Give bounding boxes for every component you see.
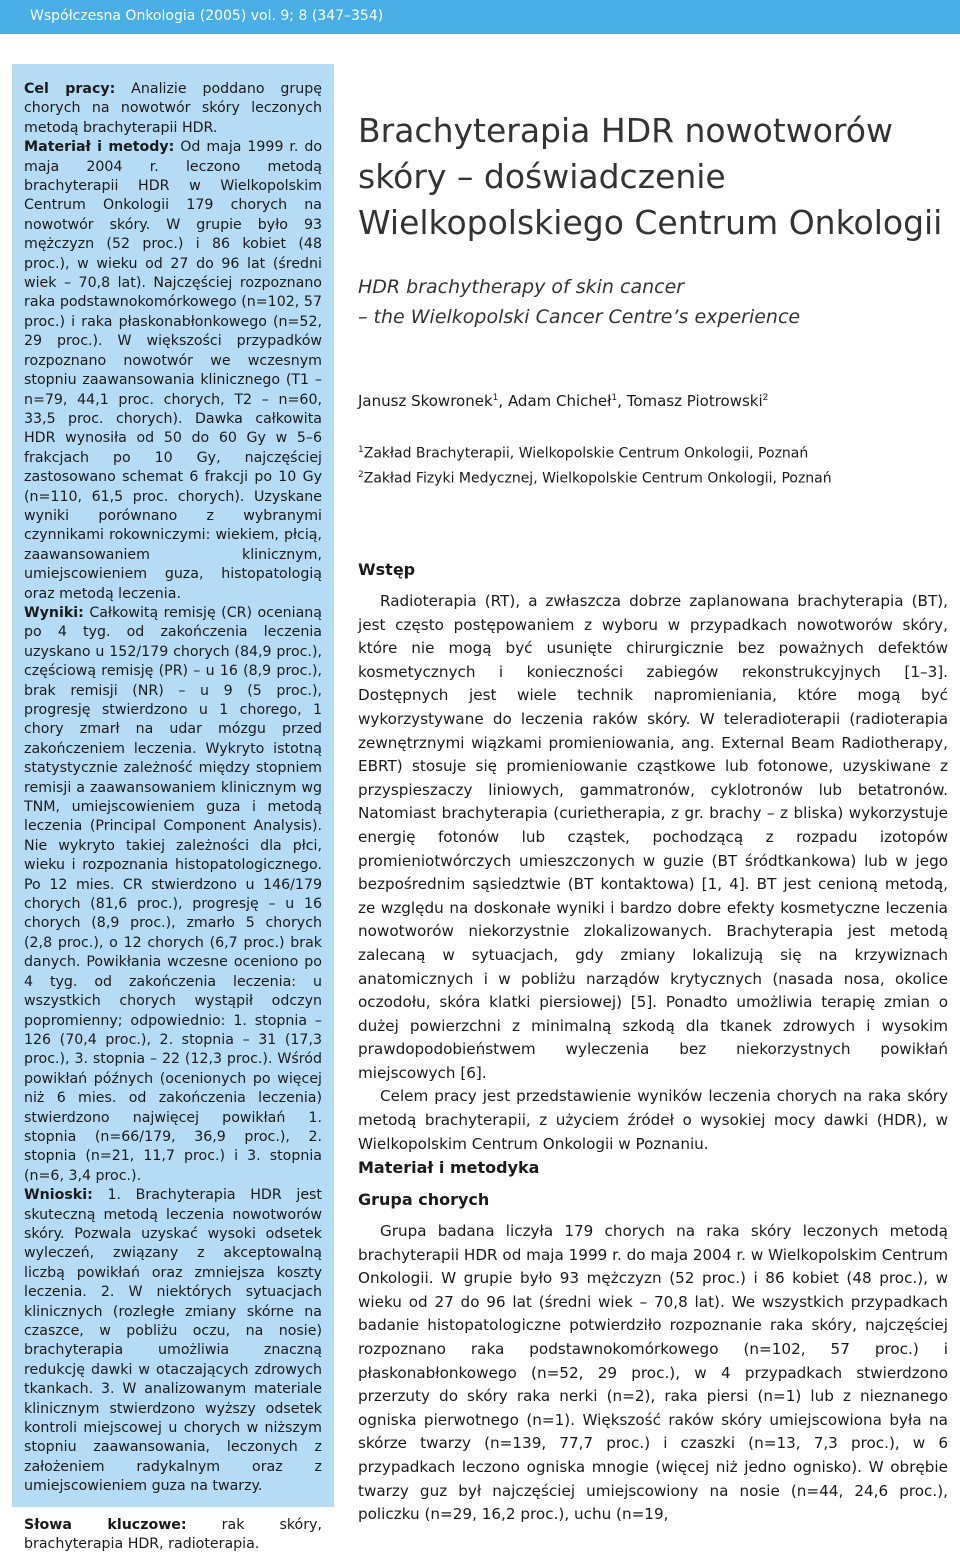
- author-name: Tomasz Piotrowski: [626, 392, 763, 410]
- journal-citation: Współczesna Onkologia (2005) vol. 9; 8 (347–354): [30, 8, 384, 24]
- article-subtitle: [358, 272, 948, 332]
- abstract-methods-label: Materiał i metody:: [24, 139, 175, 156]
- author-list: Janusz Skowronek$^1$, Adam Chicheł$^1$, Tomasz Piotrowski$^2$: [358, 392, 769, 410]
- abstract-methods: Materiał i metody: Od maja 1999 r. do maja 2004 r. leczono metodą brachyterapii HDR w Wielkopolskim Centrum Onkologii 179 chorych na nowotwór skóry. W grupie było 93 mężczyzn (52 proc.) i 86 kobiet (48 proc.), w wieku od 27 do 96 lat (średni wiek – 70,8 lat). Najczęściej rozpoznano raka podstawnokomórkowego (n=102, 57 proc.) i raka płaskonabłonkowego (n=52, 29 proc.). W większości przypadków rozpoznano nowotwór we wczesnym stopniu zaawansowania klinicznego (T1 – n=79, 44,1 proc. chorych, T2 – n=60, 33,5 proc. chorych). Dawka całkowita HDR wynosiła od 50 do 60 Gy w 5–6 frakcjach po 10 Gy, najczęściej zastosowano schemat 6 frakcji po 10 Gy (n=110, 61,5 proc. chorych). Uzyskane wyniki porównano z wybranymi czynnikami rokowniczymi: wiekiem, płcią, zaawansowaniem klinicznym, umiejscowieniem guza, histopatologią oraz metodą leczenia.: [24, 139, 322, 602]
- abstract-results: Wyniki: Całkowitą remisję (CR) ocenianą po 4 tyg. od zakończenia leczenia uzyskano u 152/179 chorych (84,9 proc.), częściową remisję (PR) – u 16 (8,9 proc.), brak remisji (NR) – u 9 (5 proc.), progresję stwierdzono u 1 chorego, 1 chory zmarł na udar mózgu przed zakończeniem leczenia. Wykryto istotną statystycznie zależność między stopniem remisji a zaawansowaniem klinicznym wg TNM, umiejscowieniem guza i metodą leczenia (Principal Component Analysis). Nie wykryto takiej zależności dla płci, wieku i rozpoznania histopatologicznego. Po 12 mies. CR stwierdzono u 146/179 chorych (81,6 proc.), progresję – u 16 chorych (8,9 proc.), zmarło 5 chorych (2,8 proc.), o 12 chorych (6,7 proc.) brak danych. Powikłania wczesne oceniono po 4 tyg. od zakończenia leczenia: u wszystkich chorych wystąpił odczyn popromienny; odpowiednio: 1. stopnia – 126 (70,4 proc.), 2. stopnia – 31 (17,3 proc.), 3. stopnia – 22 (12,3 proc.). Wśród powikłań późnych (ocenionych po więcej niż 6 mies. od zakończenia leczenia) stwierdzono najwięcej powikłań 1. stopnia (n=66/179, 36,9 proc.), 2. stopnia (n=21, 11,7 proc.) i 3. stopnia (n=6, 3,4 proc.).: [24, 604, 322, 1184]
- abstract-text: [24, 80, 322, 1553]
- author-name: Janusz Skowronek: [358, 392, 493, 410]
- subsection-heading-group: Grupa chorych: [358, 1190, 490, 1209]
- abstract-conclusions-label: Wnioski:: [24, 1187, 93, 1204]
- intro-paragraph-1: Radioterapia (RT), a zwłaszcza dobrze zaplanowana brachyterapia (BT), jest często postępowaniem z wyboru w przypadkach nowotworów skóry, które nie mogą być usunięte chirurgicznie bez poważnych defektów kosmetycznych i konieczności zabiegów rekonstrukcyjnych [1–3]. Dostępnych jest wiele technik napromieniania, które mogą być wykorzystywane do leczenia raków skóry. W teleradioterapii (radioterapia zewnętrznymi wiązkami promieniowania, ang. External Beam Radiotherapy, EBRT) stosuje się promieniowanie cząstkowe lub fotonowe, uzyskiwane z przyspieszaczy liniowych, gammatronów, cyklotronów lub betatronów. Natomiast brachyterapia (curietherapia, z gr. brachy – z bliska) wykorzystuje energię fotonów lub cząstek, pochodzącą z rozpadu izotopów promieniotwórczych umieszczonych w guzie (BT śródtkankowa) lub w jego bezpośrednim sąsiedztwie (BT kontaktowa) [1, 4]. BT jest cenioną metodą, ze względu na doskonałe wyniki i bardzo dobre efekty kosmetyczne leczenia nowotworów niekorzystnie zlokalizowanych. Brachyterapia jest metodą zalecaną w sytuacjach, gdy zmiany lokalizują się na krzywiznach anatomicznych i w pobliżu narządów krytycznych (nasada nosa, okolice oczodołu, skóra klatki piersiowej) [5]. Ponadto umożliwia terapię zmian o dużej powierzchni z minimalną szkodą dla tkanek zdrowych i wysokim prawdopodobieństwem wyleczenia bez niekorzystnych powikłań miejscowych [6].: [358, 592, 948, 1082]
- abstract-aim: Cel pracy: Analizie poddano grupę chorych na nowotwór skóry leczonych metodą brachyterapii HDR.: [24, 81, 322, 136]
- article-title: Brachyterapia HDR nowotworów skóry – doświadczenie Wielkopolskiego Centrum Onkologii: [358, 111, 943, 242]
- abstract-aim-label: Cel pracy:: [24, 81, 116, 97]
- intro-body: [358, 590, 948, 1156]
- affiliation-1: $^1$Zakład Brachyterapii, Wielkopolskie Centrum Onkologii, Poznań: [358, 445, 809, 462]
- section-heading-intro: Wstęp: [358, 560, 416, 579]
- section-heading-methods: Materiał i metodyka: [358, 1158, 540, 1177]
- affiliations: [358, 440, 948, 489]
- affiliation-2: $^2$Zakład Fizyki Medycznej, Wielkopolskie Centrum Onkologii, Poznań: [358, 469, 832, 487]
- methods-paragraph-1: Grupa badana liczyła 179 chorych na raka skóry leczonych metodą brachyterapii HDR od maja 1999 r. do maja 2004 r. w Wielkopolskim Centrum Onkologii. W grupie było 93 mężczyzn (52 proc.) i 86 kobiet (48 proc.), w wieku od 27 do 96 lat (średni wiek – 70,8 lat). We wszystkich przypadkach badanie histopatologiczne potwierdziło rozpoznanie raka skóry, najczęściej rozpoznano raka podstawnokomórkowego (n=102, 57 proc.) i płaskonabłonkowego (n=52, 29 proc.), w 4 przypadkach stwierdzono przerzuty do skóry raka nerki (n=2), raka piersi (n=1) lub z nieznanego ogniska pierwotnego (n=1). Większość raków skóry umiejscowiona była na skórze twarzy (n=139, 77,7 proc.) i czaszki (n=13, 7,3 proc.), w 6 przypadkach leczono ogniska mnogie (więcej niż jedno ognisko). W obrębie twarzy guz był najczęściej umiejscowiony na nosie (n=44, 24,6 proc.), policzku (n=29, 16,2 proc.), uchu (n=19,: [358, 1222, 948, 1524]
- subtitle-line-1: HDR brachytherapy of skin cancer: [358, 276, 685, 298]
- intro-paragraph-2: Celem pracy jest przedstawienie wyników leczenia chorych na raka skóry metodą brachyterapii, z użyciem źródeł o wysokiej mocy dawki (HDR), w Wielkopolskim Centrum Onkologii w Poznaniu.: [358, 1087, 948, 1153]
- journal-header-band: [0, 0, 960, 34]
- methods-body: [358, 1220, 948, 1524]
- subtitle-line-2: – the Wielkopolski Cancer Centre’s experience: [358, 306, 801, 328]
- abstract-conclusions: Wnioski: 1. Brachyterapia HDR jest skuteczną metodą leczenia nowotworów skóry. Pozwala uzyskać wysoki odsetek wyleczeń, związany z akceptowalną liczbą powikłań oraz zmniejsza koszty leczenia. 2. W niektórych sytuacjach klinicznych (rozległe zmiany skórne na czaszce, w pobliżu oczu, na nosie) brachyterapia umożliwia znaczną redukcję dawki w otaczających zdrowych tkankach. 3. W analizowanym materiale klinicznym stwierdzono wyższy odsetek kontroli miejscowej u chorych w niższym stopniu zaawansowania, leczonych z założeniem radykalnym oraz z umiejscowieniem guza na twarzy.: [24, 1187, 322, 1495]
- author-name: Adam Chicheł: [507, 392, 612, 410]
- abstract-keywords-label: Słowa kluczowe:: [24, 1516, 187, 1533]
- abstract-results-label: Wyniki:: [24, 604, 84, 621]
- abstract-keywords: Słowa kluczowe: rak skóry, brachyterapia HDR, radioterapia.: [24, 1516, 322, 1553]
